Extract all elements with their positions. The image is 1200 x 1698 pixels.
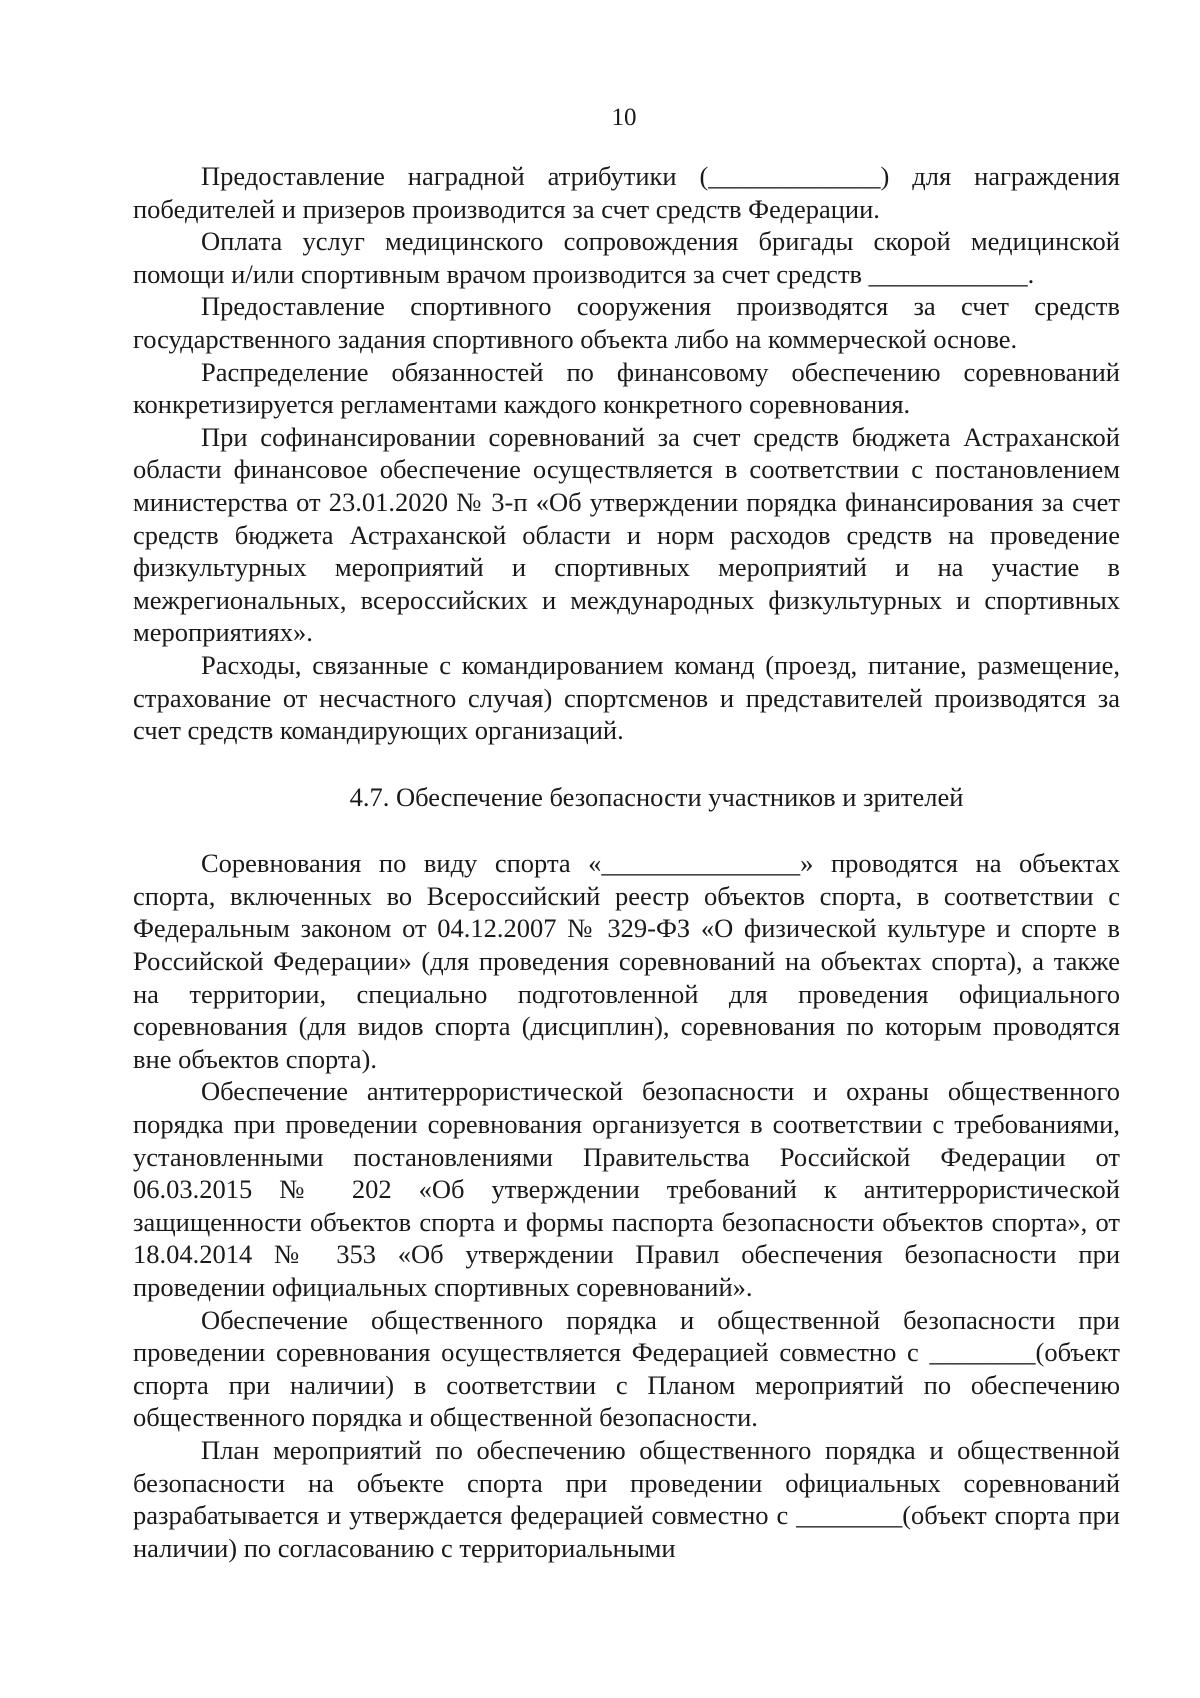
document-body (133, 160, 1120, 1564)
paragraph-cofinancing: При софинансировании соревнований за счет средств бюджета Астраханской области финансовое обеспечение осуществляется в соответствии с постановлением министерства от 23.01.2020 № 3-п «Об утверждении порядка финансирования за счет средств бюджета Астраханской области и норм расходов средств на проведение физкультурных мероприятий и спортивных мероприятий и на участие в межрегиональных, всероссийских и международных физкультурных и спортивных мероприятиях». (133, 421, 1120, 648)
paragraph-medical-services: Оплата услуг медицинского сопровождения бригады скорой медицинской помощи и/или спортивным врачом производится за счет средств ____________. (133, 226, 1120, 289)
paragraph-award-attributes: Предоставление наградной атрибутики (_____________) для награждения победителей и призеров производится за счет средств Федерации. (133, 161, 1120, 224)
section-heading: 4.7. Обеспечение безопасности участников и зрителей (349, 781, 964, 812)
paragraph-travel-expenses: Расходы, связанные с командированием команд (проезд, питание, размещение, страхование от несчастного случая) спортсменов и представителей производятся за счет средств командирующих организаций. (133, 649, 1120, 746)
paragraph-financial-duties: Распределение обязанностей по финансовому обеспечению соревнований конкретизируется регламентами каждого конкретного соревнования. (133, 356, 1120, 420)
paragraph-public-order: Обеспечение общественного порядка и общественной безопасности при проведении соревнования осуществляется Федерацией совместно с ________(объект спорта при наличии) в соответствии с Планом мероприятий по обеспечению общественного порядка и общественной безопасности. (133, 1304, 1120, 1433)
page-number: 10 (611, 104, 637, 131)
paragraph-antiterrorism: Обеспечение антитеррористической безопасности и охраны общественного порядка при проведении соревнования организуется в соответствии с требованиями, установленными постановлениями Правительства Российской Федерации от 06.03.2015 № 202 «Об утверждении требований к антитеррористической защищенности объектов спорта и формы паспорта безопасности объектов спорта», от 18.04.2014 № 353 «Об утверждении Правил обеспечения безопасности при проведении официальных спортивных соревнований». (133, 1076, 1120, 1302)
paragraph-sports-facility: Предоставление спортивного сооружения производятся за счет средств государственного задания спортивного объекта либо на коммерческой основе. (133, 291, 1120, 354)
paragraph-competition-venues: Соревнования по виду спорта «_______________» проводятся на объектах спорта, включенных во Всероссийский реестр объектов спорта, в соответствии с Федеральным законом от 04.12.2007 № 329-ФЗ «О физической культуре и спорте в Российской Федерации» (для проведения соревнований на объектах спорта), а также на территории, специально подготовленной для проведения официального соревнования (для видов спорта (дисциплин), соревнования по которым проводятся вне объектов спорта). (133, 848, 1120, 1074)
paragraph-security-plan: План мероприятий по обеспечению общественного порядка и общественной безопасности на объекте спорта при проведении официальных соревнований разрабатывается и утверждается федерацией совместно с ________(объект спорта при наличии) по согласованию с территориальными (133, 1434, 1120, 1563)
